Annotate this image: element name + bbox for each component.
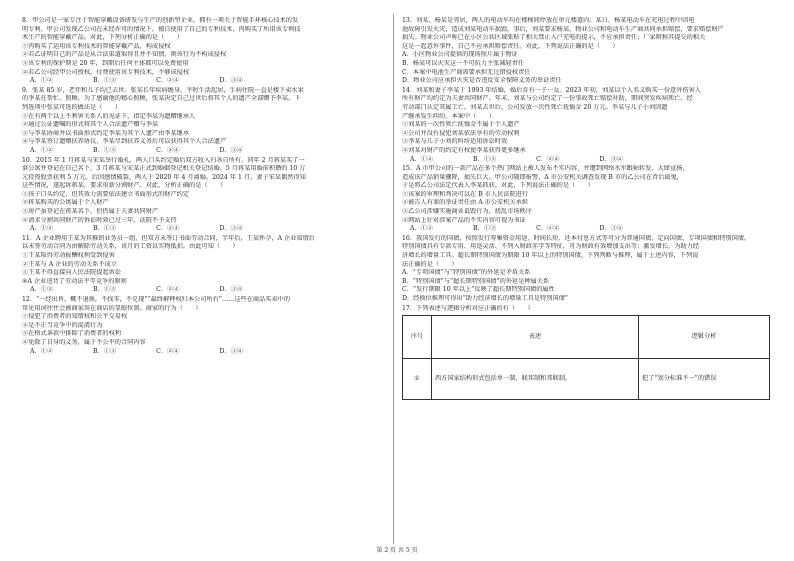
question-line: ③乙公司涉嫌实施商业诋毁行为，扰乱市场秩序 (402, 208, 532, 216)
question-line: ③在格式条款中排除了消费者的权利 (22, 330, 121, 338)
question-line: 常见用词往往会被商家用在商店的显眼位置。商家的行为（ ） (22, 304, 202, 312)
question-line: 这是一起意外事件，自己不应承担赔偿责任。对此，下列说法正确的是（ ） (402, 42, 619, 50)
question-line: ①侵犯了消费者的知情权和公平交易权 (22, 313, 128, 321)
answer-option: D．③④ (219, 146, 243, 154)
question-line: A．“专项国债”与“特别国债”的外延是矛盾关系 (402, 269, 531, 277)
answer-option: B．①③ (93, 146, 117, 154)
answer-option: A．①② (30, 225, 54, 233)
answer-option: D．③④ (219, 225, 243, 233)
right-questions (402, 17, 770, 313)
answer-option: C．②④ (156, 146, 180, 154)
answer-option: C．②④ (156, 347, 180, 355)
question-line: ②王某与 A 企业的劳动关系不成立 (22, 260, 118, 268)
question-line: ①刘某的一次性死亡抚恤金不属于个人遗产 (402, 121, 520, 129)
answer-option: D．③④ (219, 347, 243, 355)
question-line: ③王某不得直接向人民法院提起诉讼 (22, 269, 121, 277)
answer-options (402, 225, 770, 234)
question-stem: 14．刘某和妻子李某于 1993 年结婚，婚后育有一子一女。2023 年初，刘某以个人名义购买一份意外伤害人 (402, 86, 701, 94)
question-q8 (22, 17, 390, 86)
question-stem: 17．下列表述与逻辑分析对应正确的有（ ） (402, 304, 534, 312)
question-stem: 15．A 市甲公司的一款产品在多个热门网站上被人发布不实内容，并遭到网络水军跟帖转发、大肆宣扬， (402, 165, 689, 173)
answer-option: A．①② (410, 225, 434, 233)
question-line: ③李某与儿子小刘的纠纷适用诉讼时效 (402, 138, 508, 146)
question-line: 池故障引发火灾，造成刘某电动车损毁。事后，刘某要求杨某、物业公司和电动车生产商共同承担赔偿，要求赔偿财产 (402, 25, 724, 33)
question-line: 术生产的智能穿戴产品。对此，下列分析正确的是（ ） (22, 34, 183, 42)
question-line: 列选项中张某可选的做法是（ ） (22, 103, 121, 111)
question-line: ②被告人有罪的举证责任由 A 市公安机关承担 (402, 199, 528, 207)
row-analysis: 犯了“划分标准不一”的错误 (639, 359, 770, 400)
answer-options (22, 286, 390, 295)
answer-option: D．③④ (219, 286, 243, 294)
question-line: ②公司并没有侵犯刘某依法享有的劳动权利 (402, 129, 520, 137)
question-line: 特别国债具有专款专用、用途灵活、不列入财政赤字等特征，可为财政有效增加支出等；激发增长，为助力经 (402, 243, 699, 251)
question-line: ②是不正当竞争中的混淆行为 (22, 321, 103, 329)
question-q13 (402, 17, 770, 86)
question-line: ①孩子口头约定，但其效力需要依法建立书面形式的财产约定 (22, 190, 190, 198)
answer-options (402, 156, 770, 165)
question-line: D．经换位推理可得出“助力经济增长的增量工具是特别国债” (402, 295, 568, 302)
question-line: A．小区物业公司提供的现场照片属于物证 (402, 51, 518, 59)
question-line: 产继承发生纠纷。本案中（ ） (402, 112, 495, 120)
question-line: 这些情况，遂起诉蒋某，要求重新分割财产。对此，分析正确的是（ ） (22, 182, 227, 190)
row-statement: 西方国家结构形式包括单一制、联邦制和邦联制。 (432, 359, 639, 400)
logic-analysis-table (402, 315, 770, 400)
table-row (403, 359, 770, 400)
table-header-row (403, 316, 770, 359)
question-stem: 12．“一经出售，概不退换，不找零，不兑现”“最终解释权归本公司所有”……这些在商品买卖中的 (22, 296, 291, 303)
question-line: 劳动部门认定其属工亡。刘某去世后，公司发放一次性死亡抚恤金 20 万元。李某与儿子小刘因遗 (402, 103, 668, 111)
question-q9 (22, 87, 390, 156)
answer-option: A．①② (410, 155, 434, 163)
question-q12 (22, 296, 390, 356)
question-line: ③房产虽登记在蒋某名下，但仍属于夫妻共同财产 (22, 208, 159, 216)
question-stem: 11．A 企业聘用王某为其推销业务员一组，但双方未签订书面劳动合同，半年后，王某怀孕，A 企业知情后 (22, 234, 315, 242)
question-line: ④网站上针对涉案产品的不实内容可视为书证 (402, 216, 526, 224)
answer-option: A．①② (30, 286, 54, 294)
answer-options (22, 225, 390, 234)
question-line: ①该案的审理和判决可以在 B 市人民法院进行 (402, 190, 529, 198)
question-line: ②蒋某购买的公寓属于个人财产 (22, 199, 109, 207)
header-analysis: 逻辑分析 (639, 316, 770, 359)
question-stem: 13．刘某、杨某是邻居，两人的电动车均在楼梯间停放在单元楼道内。某日，杨某电动车在充电过程中因电 (402, 17, 695, 24)
answer-option: C．②④ (536, 225, 560, 233)
answer-option: B．①③ (93, 77, 117, 85)
question-line: ①在有两个以上不利害关系人的见证下，指定李某为遗赠继承人 (22, 112, 196, 120)
question-line: ③该专利的保护期是 20 年，到期后任何主体都可以免费使用 (22, 59, 189, 67)
right-column (402, 17, 770, 400)
question-line: ②通过公证遗嘱的形式将其个人合法遗产赠与李某 (22, 121, 159, 129)
header-statement: 表述 (432, 316, 639, 359)
question-line: 元投资股票获利 5 万元。后因感情破裂，两人于 2020 年 4 月离婚。2024 年 1 月，妻子宋某偶然得知 (22, 173, 306, 181)
answer-options (22, 348, 390, 357)
answer-option: C．②④ (536, 155, 560, 163)
question-line: ④请求分割共同财产的诉讼时效已过三年，法院不予支持 (22, 216, 177, 224)
question-line: ④A 企业违背了劳动法平等竞争的原则 (22, 277, 127, 285)
question-line: ①王某取得劳动报酬权利受到侵害 (22, 252, 115, 260)
answer-option: B．①③ (473, 225, 497, 233)
answer-option: C．②④ (156, 225, 180, 233)
answer-option: C．②④ (156, 286, 180, 294)
question-line: 明专利。甲公司发现乙公司在未经许可的情况下，擅自使用了自己的专利技术，丙购买了所用该专利技 (22, 25, 301, 33)
question-line: ②若乙证明自己的产品是从合法渠道取得且并不知情，则该行为不构成侵权 (22, 51, 227, 59)
answer-option: A．①② (30, 77, 54, 85)
left-column (22, 17, 390, 357)
answer-option: B．①③ (473, 155, 497, 163)
answer-option: B．①③ (93, 347, 117, 355)
question-q16 (402, 235, 770, 304)
question-line: D．物业公司应承担火灾是否违反安全保障义务的举证责任 (402, 77, 562, 85)
answer-option: C．②④ (156, 77, 180, 85)
question-line: ①丙购买了运用该专利技术的智能穿戴产品，构成侵权 (22, 42, 171, 50)
question-line: 以未签劳动合同为由解除劳动关系，该月的工资以实物抵扣。由此可知（ ） (22, 243, 239, 251)
answer-option: B．①③ (93, 225, 117, 233)
question-q11 (22, 235, 390, 295)
question-line: B．“特别国债”与“超长期特别国债”的外延是种属关系 (402, 277, 550, 285)
answer-options (22, 77, 390, 86)
question-line: 法正确的是（ ） (402, 260, 458, 268)
question-line: ④与李某签订遗赠扶养协议，李某尽到扶养义务后可以获得其个人合法遗产 (22, 138, 227, 146)
question-stem: 10．2015 年 1 月蒋某与宋某举行婚礼，两人口头约定婚后双方收入归各自所有。同年 2 月蒋某买了一 (22, 156, 305, 164)
question-line: ④若乙公司经甲公司授权，付费使用该专利技术，不够成侵权 (22, 68, 190, 76)
question-line: 的李某在帮忙、照顾。为了感谢他的精心照顾，张某决定自己过世后将其个人的遗产全部赠予李某。下 (22, 95, 301, 103)
answer-options (22, 147, 390, 156)
question-q14 (402, 87, 770, 164)
question-line: 济增长的增量工具。超长期特别国债为期限 10 年以上的特别国债。下列判断与推理，属于上述内容，下列说 (402, 252, 699, 260)
question-q17 (402, 305, 770, 314)
row-index: ① (403, 359, 432, 400)
question-line: 所有财产均约定为夫妻共同财产。年末，刘某与公司约定了一份事故死亡赔偿补助，期间突发疾病死亡。经 (402, 95, 693, 103)
question-line: C．本案中电池生产商需要承担无过错侵权责任 (402, 68, 531, 76)
question-stem: 9．张某 85 岁，老伴和儿子均已去世。张某长年疾病缠身，平时生活起居，生病住院一直是楼下卖水果 (22, 86, 304, 94)
answer-option: B．①③ (93, 286, 117, 294)
answer-option: D．③④ (219, 77, 243, 85)
question-stem: 8．甲公司是一家专注于智能穿戴设备研发与生产的创新型企业，拥有一项关于智能手环核心技术的发 (22, 17, 299, 24)
answer-option: D．③④ (599, 225, 623, 233)
question-line: B．杨某可以火灾这一不可抗力主张减轻责任 (402, 59, 525, 67)
question-line: C．“发行期限 10 年以上”反映了超长期特别国债的属性 (402, 286, 555, 294)
answer-option: A．①② (30, 347, 54, 355)
column-divider (393, 14, 394, 544)
question-line: 于是将乙公司法定代表人李某抓获。对此，下列说法正确的是（ ） (402, 182, 594, 190)
question-line: 套公寓并登记在自己名下，3 月蒋某与宋某正式到婚姻登记机关登记结婚。5 月蒋某用婚前积攒的 10 万 (22, 165, 306, 173)
question-line: 损失。物业公司声称已在小区公共区域张贴了相关禁止入户充电的提示，不应承担责任；厂家辩称其提交的相关 (402, 34, 706, 42)
question-q15 (402, 165, 770, 234)
question-line: 造成该产品销量骤降，损失巨大。甲公司随即报警，A 市公安机关调查发现 B 市的乙公司在背后捣鬼， (402, 173, 683, 181)
answer-option: A．①② (30, 146, 54, 154)
page-footer: 第 2 页 共 5 页 (376, 547, 418, 554)
answer-option: D．③④ (599, 155, 623, 163)
header-index: 序号 (403, 316, 432, 359)
question-line: ③与李某协商并以书面形式约定李某为其个人遗产由李某继承 (22, 129, 190, 137)
question-stem: 16．我国发行的国债，按照发行筹集资金用途、时间长短、还本付息方式等可分为普通国债、定向国债、专项国债和特别国债。 (402, 234, 751, 242)
question-q10 (22, 157, 390, 234)
question-line: ④刘某对财产的约定有权使李某获得更多继承 (402, 146, 526, 154)
question-line: ④免除了自身的义务，属于不公平的合同内容 (22, 338, 146, 346)
